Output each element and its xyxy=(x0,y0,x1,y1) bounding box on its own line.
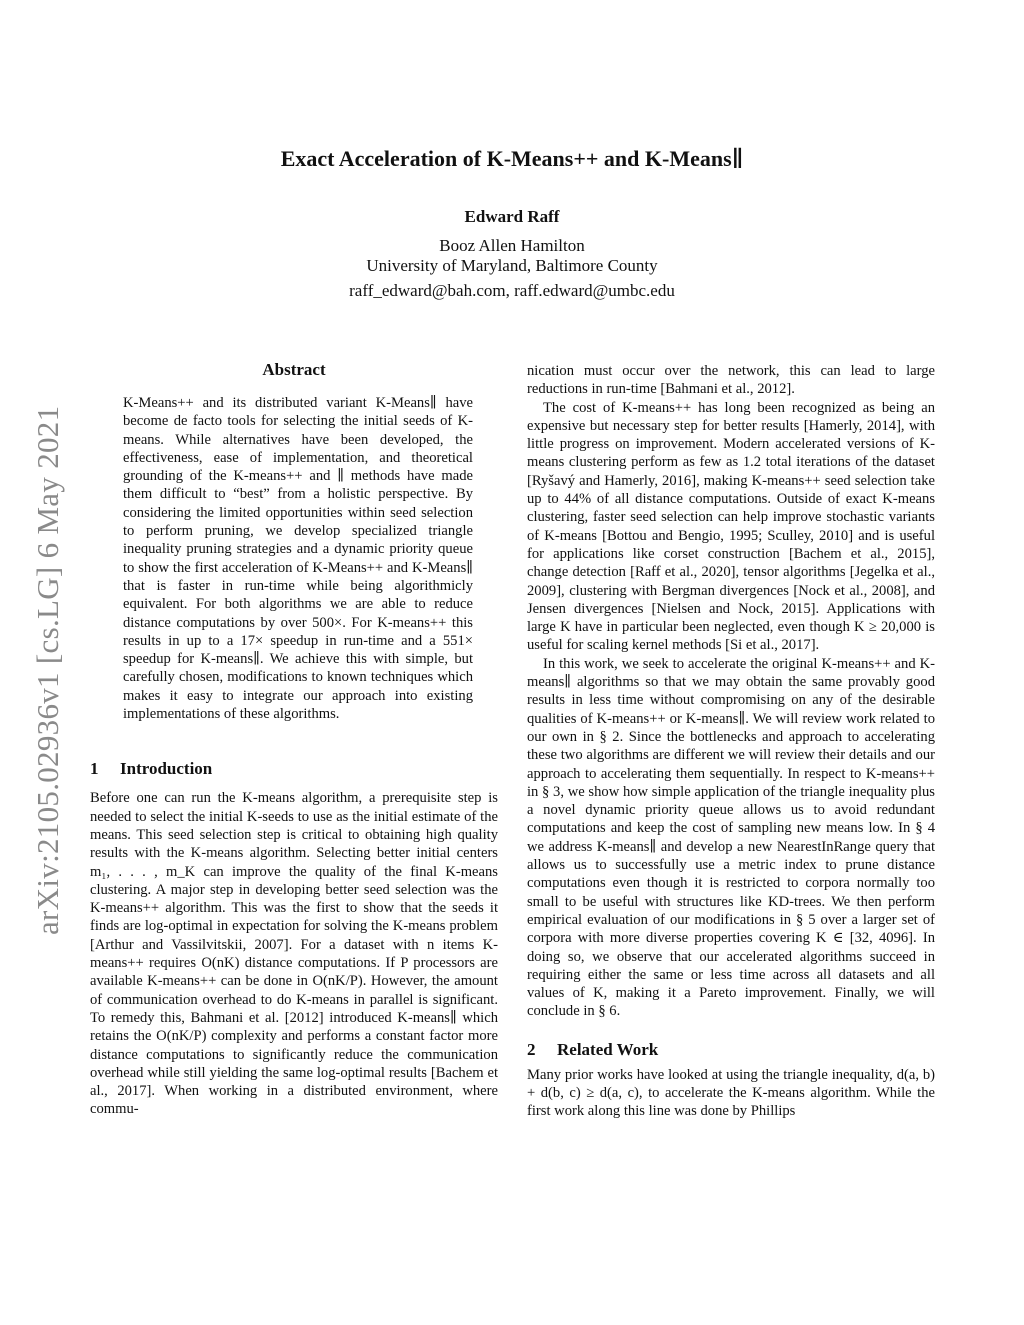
section-title: Related Work xyxy=(557,1039,659,1059)
introduction-paragraph-2: The cost of K-means++ has long been recognized as being an expensive but necessary step for better results [Hamerly, 2014], with little progress on improvement. Modern accelerated versions of K-means clustering perform as few as 1.2 total iterations of the dataset [Ryšavý and Hamerly, 2016], making K-means++ seed selection take up to 44% of all distance computations. Outside of exact K-means clustering, faster seed selection can help improve stochastic variants of K-means [Bottou and Bengio, 1995; Sculley, 2010] and is useful for applications like corset construction [Bachem et al., 2015], change detection [Raff et al., 2020], tensor algorithms [Jegelka et al., 2009], clustering with Bergman divergences [Nock et al., 2008], and Jensen divergences [Nielsen and Nock, 2015]. Applications with large K have in particular been neglected, even though K ≥ 20,000 is useful for scaling kernel methods [Si et al., 2017]. xyxy=(527,399,935,654)
related-work-heading xyxy=(527,1040,935,1060)
introduction-paragraph-1-end: nication must occur over the network, this can lead to large reductions in run-time [Bahmani et al., 2012]. xyxy=(527,363,935,398)
section-number: 1 xyxy=(90,759,99,779)
left-column xyxy=(90,360,498,1119)
abstract-heading: Abstract xyxy=(262,360,326,379)
section-number: 2 xyxy=(527,1039,536,1059)
abstract-text: K-Means++ and its distributed variant K-Means∥ have become de facto tools for selecting the initial seeds of K-means. While alternatives have been developed, the effectiveness, ease of implementation, and theoretical grounding of the K-means++ and ∥ methods have made them difficult to “best” from a holistic perspective. By considering the limited opportunities within seed selection to perform pruning, we develop specialized triangle inequality pruning strategies and a dynamic priority queue to show the first acceleration of K-Means++ and K-Means∥ that is faster in run-time while being algorithmicly equivalent. For both algorithms we are able to reduce distance computations by over 500×. For K-means++ this results in up to a 17× speedup in run-time and a 551× speedup for K-means∥. We achieve this with simple, but carefully chosen, modifications to known techniques which makes it easy to integrate our approach into existing implementations of these algorithms. xyxy=(123,395,473,723)
author-emails: raff_edward@bah.com, raff.edward@umbc.edu xyxy=(349,281,675,300)
section-title: Introduction xyxy=(120,759,213,779)
affiliation-university: University of Maryland, Baltimore County xyxy=(366,256,658,275)
paper-title: Exact Acceleration of K-Means++ and K-Means∥ xyxy=(280,146,744,171)
introduction-heading xyxy=(90,759,498,779)
affiliation-company: Booz Allen Hamilton xyxy=(439,236,585,255)
right-column xyxy=(527,362,935,1121)
arxiv-identifier: arXiv:2105.02936v1 [cs.LG] 6 May 2021 xyxy=(30,405,65,935)
introduction-paragraph-3: In this work, we seek to accelerate the original K-means++ and K-means∥ algorithms so that we may obtain the same provably good results in less time without compromising on any of the desirable qualities of K-means++ or K-means∥. We will review work related to our own in § 2. Since the bottlenecks and approach to accelerating these two algorithms are different we will review their details and our approach to accelerating them sequentially. In respect to K-means++ in § 3, we show how simple application of the triangle inequality plus a novel dynamic priority queue allows us to avoid redundant computations and keep the cost of sampling new means low. In § 4 we address K-means∥ and develop a new NearestInRange query that allows us to successfully use a metric index to prune distance computations even though it is restricted to corpora normally too small to be useful with structures like KD-trees. We then perform empirical evaluation of our modifications in § 5 over a larger set of corpora with more diverse properties covering K ∈ [32, 4096]. In doing so, we observe that our accelerated algorithms succeed in requiring either the same or less time across all datasets and all values of K, making it a Pareto improvement. Finally, we will conclude in § 6. xyxy=(527,655,935,1020)
related-work-paragraph: Many prior works have looked at using the triangle inequality, d(a, b) + d(b, c) ≥ d(a, c), to accelerate the K-means algorithm. While the first work along this line was done by Phillips xyxy=(527,1066,935,1120)
author-affiliations xyxy=(0,236,1024,276)
introduction-paragraph-1: Before one can run the K-means algorithm, a prerequisite step is needed to select the initial K-seeds to use as the initial estimate of the means. This seed selection step is critical to obtaining high quality results with the K-means algorithm. Selecting better initial centers m₁, . . . , m_K can improve the quality of the final K-means clustering. A major step in developing better seed selection was the K-means++ algorithm. This was the first to show that the seeds it finds are log-optimal in expectation for solving the K-means problem [Arthur and Vassilvitskii, 2007]. For a dataset with n items K-means++ requires O(nK) distance computations. If P processors are available K-means++ can be done in O(nK/P). However, the amount of communication overhead to do K-means in parallel is significant. To remedy this, Bahmani et al. [2012] introduced K-means∥ which retains the O(nK/P) complexity and performs a constant factor more distance computations to significantly reduce the communication overhead while still yielding the same log-optimal results [Bachem et al., 2017]. When working in a distributed environment, where commu- xyxy=(90,790,498,1118)
author-name: Edward Raff xyxy=(464,207,560,226)
